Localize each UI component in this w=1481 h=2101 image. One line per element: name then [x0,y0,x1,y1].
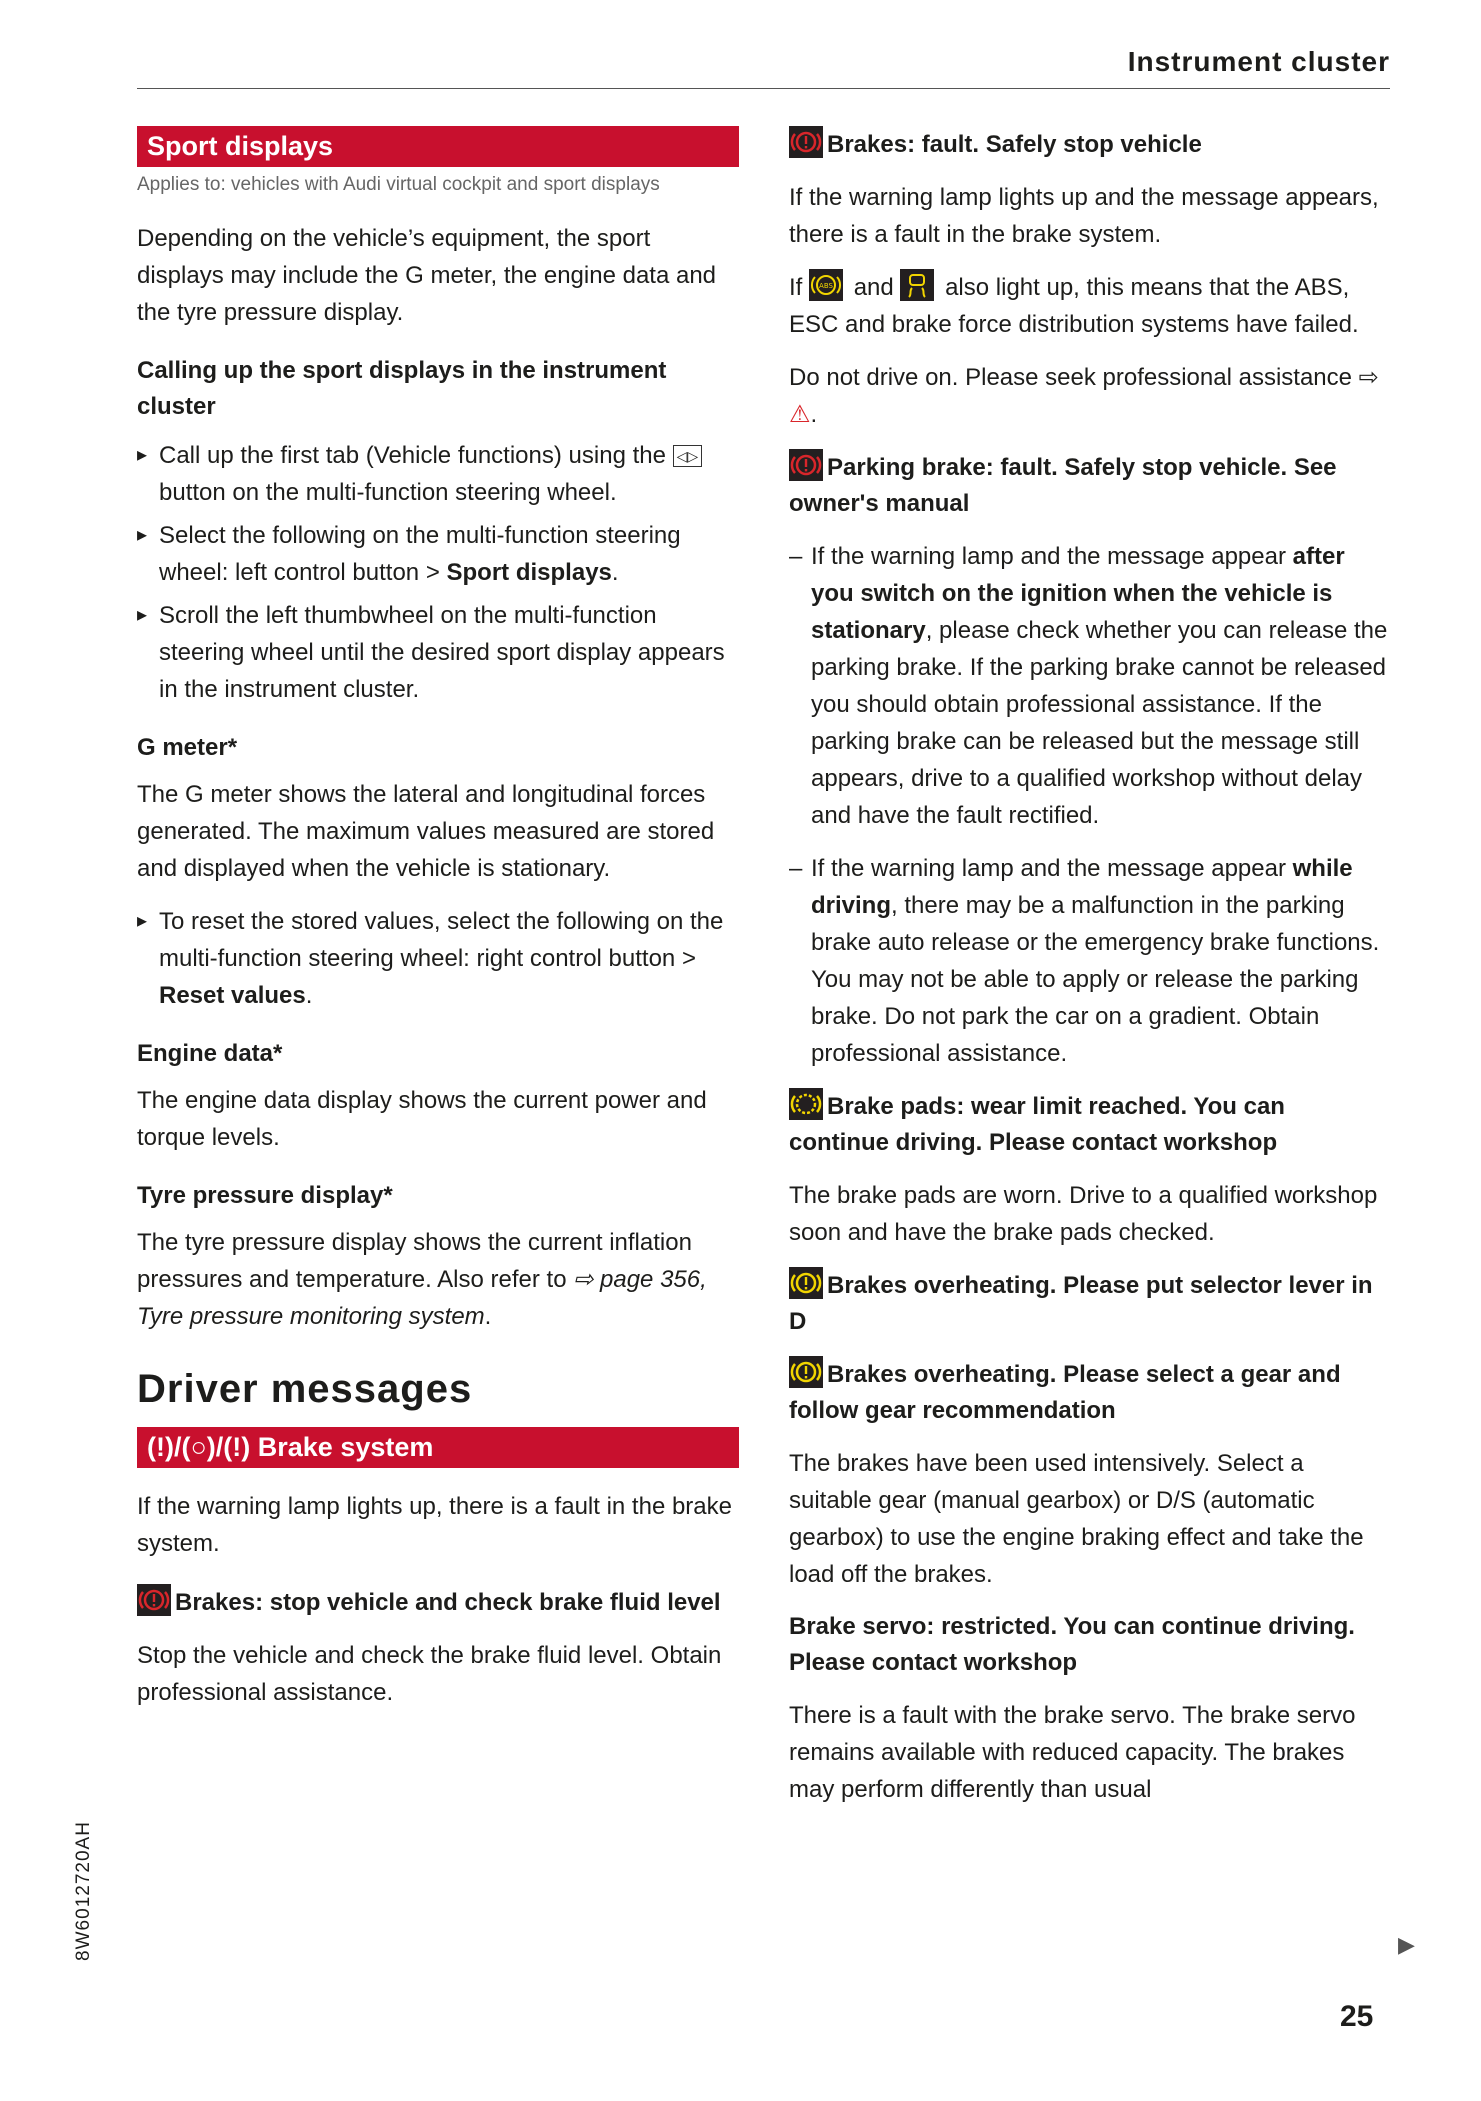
yellow-brake-warning-icon [789,1356,823,1388]
running-header: Instrument cluster [1127,46,1390,77]
parking-item-1 [789,538,1391,834]
heading-text: Brakes overheating. Please select a gear and follow gear recommendation [789,1361,1341,1424]
fault-p1: If the warning lamp lights up and the message appears, there is a fault in the brake system. [789,184,1379,248]
punct: . [810,401,818,428]
applies-to-note: Applies to: vehicles with Audi virtual cockpit and sport displays [137,174,660,195]
step-bold: Reset values [159,982,306,1009]
overheat2-heading [789,1356,1391,1429]
tyre-body: The tyre pressure display shows the current inflation pressures and temperature. Also refer to [137,1229,692,1293]
servo-heading: Brake servo: restricted. You can continue driving. Please contact workshop [789,1613,1355,1676]
step-text: To reset the stored values, select the following on the multi-function steering wheel: right control button > [159,908,724,972]
step-bold: Sport displays [446,559,612,586]
driver-messages-heading: Driver messages [137,1367,473,1411]
red-brake-warning-icon [789,126,823,158]
overheat1-heading [789,1267,1391,1340]
section-bar-brake-system [137,1427,739,1468]
page-reference-link[interactable]: ⇨ page 356, Tyre pressure monitoring system [137,1266,707,1330]
bold-text: after you switch on the ignition when the vehicle is stationary [811,543,1345,644]
step-text: Select the following on the multi-function steering wheel: left control button > [159,522,681,586]
warning-triangle-icon[interactable]: ⚠ [789,401,811,428]
step-text: . [305,982,313,1009]
sport-intro: Depending on the vehicle’s equipment, the sport displays may include the G meter, the engine data and the tyre pressure display. [137,225,717,326]
continue-arrow-icon: ▶ [1398,1932,1415,1957]
yellow-brake-warning-icon [789,1267,823,1299]
parking-item-2 [789,850,1391,1072]
punct: . [484,1303,492,1330]
fault-heading [789,126,1391,163]
section-bar-sport-displays: Sport displays [137,126,739,167]
document-code: 8W6012720AH [73,1821,94,1961]
text: Do not drive on. Please seek professional assistance ⇨ [789,364,1379,391]
overheat-text: The brakes have been used intensively. Select a suitable gear (manual gearbox) or D/S (automatic gearbox) to use the engine braking effect and take the load off the brakes. [789,1450,1364,1588]
heading-text: Brakes overheating. Please put selector lever in D [789,1272,1373,1335]
step-3: ▸ Scroll the left thumbwheel on the multi-function steering wheel until the desired sport display appears in the instrument cluster. [137,597,739,708]
step-1 [137,437,739,511]
bar-title: Brake system [257,1432,434,1462]
gmeter-text: The G meter shows the lateral and longitudinal forces generated. The maximum values measured are stored and displayed when the vehicle is stationary. [137,781,715,882]
text: If [789,274,803,301]
step-text: Call up the first tab (Vehicle functions) using the [159,442,666,469]
parking-heading [789,449,1391,522]
step-2 [137,517,739,591]
red-brake-warning-icon [789,449,823,481]
step-text: . [611,559,619,586]
text: , please check whether you can release the parking brake. If the parking brake cannot be released you should obtain professional assistance. If the parking brake can be released but the message still appears, drive to a qualified workshop without delay and have the fault rectified. [811,617,1388,829]
heading-text: Brakes: fault. Safely stop vehicle [827,131,1202,158]
text: , there may be a malfunction in the parking brake auto release or the emergency brake functions. You may not be able to apply or release the parking brake. Do not park the car on a gradient. Obtain professional assistance. [811,892,1380,1067]
servo-text: There is a fault with the brake servo. The brake servo remains available with reduced capacity. The brakes may perform differently than usual [789,1702,1356,1803]
dash: – [789,543,803,570]
tyre-heading: Tyre pressure display* [137,1182,393,1209]
engine-heading: Engine data* [137,1040,283,1067]
text: and [853,274,894,301]
yellow-brake-pad-icon [789,1088,823,1120]
dash: – [789,855,803,882]
tyre-text [137,1224,739,1335]
brake-warning-icons: (!)/(○)/(!) [147,1432,251,1462]
fluid-heading [137,1584,739,1621]
fault-p2 [789,269,1391,343]
heading-text: Brake pads: wear limit reached. You can continue driving. Please contact workshop [789,1093,1285,1156]
pads-heading [789,1088,1391,1161]
pads-text: The brake pads are worn. Drive to a qualified workshop soon and have the brake pads checked. [789,1182,1378,1246]
abs-warning-icon [809,269,843,301]
text: also light up, this means that the ABS, ESC and brake force distribution systems have failed. [789,274,1359,338]
text: If the warning lamp and the message appear [811,855,1293,882]
left-column [137,126,739,1711]
page-number: 25 [1340,2000,1374,2033]
right-column [789,126,1391,1808]
heading-text: Parking brake: fault. Safely stop vehicle. See owner's manual [789,454,1337,517]
reset-step [137,903,739,1014]
brake-intro: If the warning lamp lights up, there is a fault in the brake system. [137,1493,732,1557]
red-brake-warning-icon [137,1584,171,1616]
svg-text:ABS: ABS [819,282,833,290]
calling-heading: Calling up the sport displays in the instrument cluster [137,357,667,420]
heading-text: Brakes: stop vehicle and check brake fluid level [175,1589,721,1616]
engine-text: The engine data display shows the current power and torque levels. [137,1087,707,1151]
arrow-keys-button-icon: ◁▷ [673,445,703,467]
fault-p3 [789,359,1391,433]
bold-text: while driving [811,855,1353,919]
text: If the warning lamp and the message appear [811,543,1293,570]
header-rule [137,88,1390,89]
esc-warning-icon [900,269,934,301]
gmeter-heading: G meter* [137,734,238,761]
fluid-text: Stop the vehicle and check the brake fluid level. Obtain professional assistance. [137,1642,722,1706]
step-text: button on the multi-function steering wheel. [159,479,617,506]
